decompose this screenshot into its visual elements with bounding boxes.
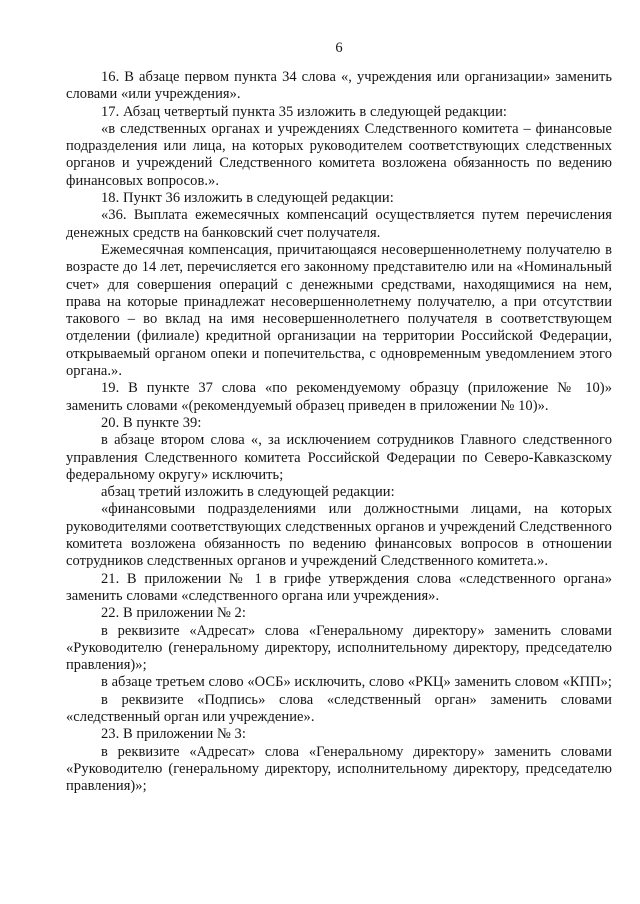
paragraph-21: 21. В приложении № 1 в грифе утверждения слова «следственного органа» заменить словами «следственного органа или учреждения».: [66, 570, 612, 604]
paragraph-22: 22. В приложении № 2:: [101, 605, 246, 622]
paragraph-23: 23. В приложении № 3:: [101, 726, 246, 743]
paragraph-20-quote: «финансовыми подразделениями или должностными лицами, на которых руководителями соответствующих следственных органов и учреждений Следственного комитета возложена обязанность по ведению финансовых вопросов в отношении сотрудников следственных органов и учреждений Следственного комитета.».: [66, 501, 612, 570]
paragraph-22-item-1: в реквизите «Адресат» слова «Генеральному директору» заменить словами «Руководителю (генеральному директору, исполнительному директору, председателю правления)»;: [66, 622, 612, 674]
paragraph-22-item-2: в абзаце третьем слово «ОСБ» исключить, слово «РКЦ» заменить словом «КПП»;: [101, 674, 613, 691]
paragraph-20: 20. В пункте 39:: [101, 414, 202, 431]
paragraph-17-quote: «в следственных органах и учреждениях Следственного комитета – финансовые подразделения или лица, на которых руководителем соответствующих следственных органов и учреждений Следственного комитета возложена обязанность по ведению финансовых вопросов.».: [66, 120, 612, 189]
paragraph-18-quote-1: «36. Выплата ежемесячных компенсаций осуществляется путем перечисления денежных средств на банковский счет получателя.: [66, 207, 612, 241]
paragraph-18-quote-2: Ежемесячная компенсация, причитающаяся несовершеннолетнему получателю в возрасте до 14 лет, перечисляется его законному представителю или на «Номинальный счет» для совершения операций с денежными средствами, находящимися на нем, права на которые принадлежат несовершеннолетнему получателю, а при отсутствии такового – во вклад на имя несовершеннолетнего получателя в соответствующем отделении (филиале) кредитной организации на территории Российской Федерации, открываемый органом опеки и попечительства, с одновременным уведомлением этого органа.».: [66, 241, 612, 380]
paragraph-16: 16. В абзаце первом пункта 34 слова «, учреждения или организации» заменить словами «или учреждения».: [66, 69, 612, 103]
document-page: [66, 0, 612, 904]
paragraph-22-item-3: в реквизите «Подпись» слова «следственный орган» заменить словами «следственный орган или учреждение».: [66, 691, 612, 725]
paragraph-18: 18. Пункт 36 изложить в следующей редакции:: [101, 190, 394, 207]
paragraph-20-item-2: абзац третий изложить в следующей редакции:: [101, 484, 395, 501]
paragraph-23-item-1: в реквизите «Адресат» слова «Генеральному директору» заменить словами «Руководителю (генеральному директору, исполнительному директору, председателю правления)»;: [66, 743, 612, 795]
paragraph-19: 19. В пункте 37 слова «по рекомендуемому образцу (приложение № 10)» заменить словами «(рекомендуемый образец приведен в приложении № 10)».: [66, 380, 612, 414]
page-number: 6: [335, 40, 343, 56]
document-body: [66, 69, 612, 795]
paragraph-17: 17. Абзац четвертый пункта 35 изложить в следующей редакции:: [101, 103, 507, 120]
paragraph-20-item-1: в абзаце втором слова «, за исключением сотрудников Главного следственного управления Следственного комитета Российской Федерации по Северо-Кавказскому федеральному округу» исключить;: [66, 432, 612, 483]
